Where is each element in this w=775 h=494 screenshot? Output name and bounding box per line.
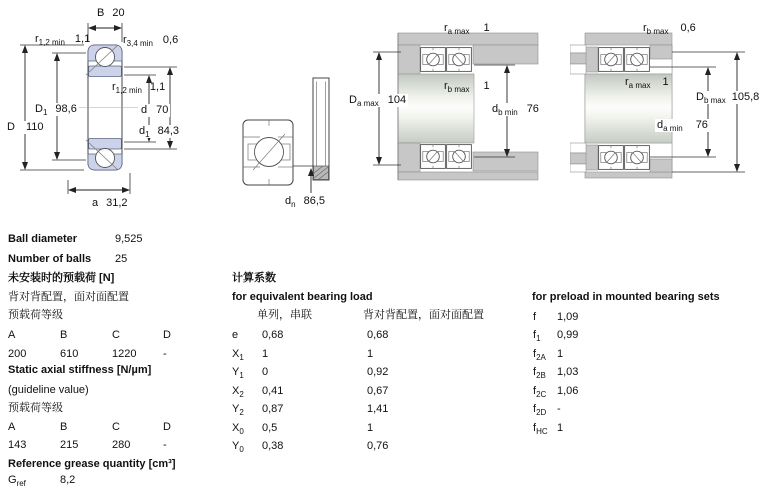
dim-value: 0,6 xyxy=(680,22,696,34)
preload-factor-symbol: $f_{2A}$ xyxy=(533,348,546,363)
preload-factor-value: 0,99 xyxy=(557,329,579,341)
calc-row-symbol: $Y_0$ xyxy=(232,440,244,455)
dim-label-D1 xyxy=(33,103,79,116)
dim-value: 86,5 xyxy=(303,195,325,207)
dim-symbol: $d_{b min}$ xyxy=(492,103,518,118)
calc-row-symbol: e xyxy=(232,329,239,341)
calc-row-v2: 0,76 xyxy=(367,440,389,452)
calc-row-symbol: $Y_1$ xyxy=(232,366,244,381)
dim-value: 70 xyxy=(156,104,169,116)
stiffness-value-C: 280 xyxy=(112,439,131,451)
calc-row-v2: 1 xyxy=(367,348,374,360)
preload-unmounted-title: 未安装时的预载荷 [N] xyxy=(8,272,115,284)
dim-value: 76 xyxy=(695,119,708,131)
preload-factor-value: 1,03 xyxy=(557,366,579,378)
calc-factors-subtitle: for equivalent bearing load xyxy=(232,291,373,303)
dim-label-r12-top xyxy=(35,33,90,46)
dim-label-ra-max-4 xyxy=(625,76,669,89)
dim-value: 104 xyxy=(387,94,407,106)
stiffness-value-A: 143 xyxy=(8,439,27,451)
dim-symbol: D xyxy=(7,121,15,133)
dim-label-db-min xyxy=(490,103,541,116)
calc-col2-header: 背对背配置，面对面配置 xyxy=(363,309,484,321)
dim-label-a xyxy=(92,197,128,210)
grease-symbol: $G_{ref}$ xyxy=(8,474,26,489)
dim-symbol: $d_n$ xyxy=(285,195,296,210)
dim-value: 105,8 xyxy=(731,91,760,103)
ball-diameter-label: Ball diameter xyxy=(8,233,78,245)
dim-label-r34-top xyxy=(123,34,178,47)
calc-row-v2: 0,92 xyxy=(367,366,389,378)
dim-symbol: d xyxy=(141,104,148,116)
calc-row-v1: 0 xyxy=(262,366,269,378)
dim-value: 31,2 xyxy=(106,197,128,209)
preload-factor-symbol: $f_{2C}$ xyxy=(533,385,547,400)
stiffness-value-B: 215 xyxy=(60,439,79,451)
preload-factors-title: for preload in mounted bearing sets xyxy=(532,291,720,303)
dim-value: 1 xyxy=(662,76,669,88)
calc-row-v2: 1 xyxy=(367,422,374,434)
stiffness-subtitle: (guideline value) xyxy=(8,384,89,396)
dim-value: 1 xyxy=(483,22,490,34)
dim-symbol: $r_{1,2 min}$ xyxy=(112,81,142,96)
preload-factor-symbol: $f_1$ xyxy=(533,329,541,344)
dim-value: 0,6 xyxy=(162,34,179,46)
dim-value: 76 xyxy=(526,103,539,115)
grease-title: Reference grease quantity [cm³] xyxy=(8,458,176,470)
preload-factor-value: 1,09 xyxy=(557,311,579,323)
calc-row-v1: 1 xyxy=(262,348,269,360)
calc-col1-header: 单列，串联 xyxy=(257,309,312,321)
calc-row-v1: 0,5 xyxy=(262,422,278,434)
dim-symbol: $r_{b max}$ xyxy=(643,22,669,37)
dim-value: 110 xyxy=(25,121,44,133)
calc-row-v1: 0,41 xyxy=(262,385,284,397)
calc-row-symbol: $X_0$ xyxy=(232,422,244,437)
preload-value-A: 200 xyxy=(8,348,27,360)
dim-label-dn xyxy=(285,195,325,208)
dim-label-da-min xyxy=(655,119,710,132)
stiffness-header-D: D xyxy=(163,421,171,433)
preload-factor-symbol: $f_{HC}$ xyxy=(533,422,548,437)
preload-value-D: - xyxy=(163,348,167,360)
dim-symbol: $r_{a max}$ xyxy=(625,76,651,91)
dim-symbol: $d_{a min}$ xyxy=(657,119,683,134)
stiffness-title: Static axial stiffness [N/µm] xyxy=(8,364,152,376)
dim-label-rb-max-3 xyxy=(444,80,490,93)
grease-value: 8,2 xyxy=(60,474,76,486)
preload-class-label: 预载荷等级 xyxy=(8,309,63,321)
calc-row-v2: 0,67 xyxy=(367,385,389,397)
dim-label-B xyxy=(97,7,125,20)
dim-value: 1,1 xyxy=(74,33,91,45)
dim-value: 84,3 xyxy=(157,125,179,137)
preload-factor-value: 1 xyxy=(557,422,564,434)
dim-symbol: B xyxy=(97,7,105,19)
calc-row-v1: 0,87 xyxy=(262,403,284,415)
calc-row-v1: 0,68 xyxy=(262,329,284,341)
dim-value: 1,1 xyxy=(149,81,166,93)
stiffness-class-label: 预载荷等级 xyxy=(8,402,63,414)
dim-symbol: a xyxy=(92,197,99,209)
preload-value-C: 1220 xyxy=(112,348,137,360)
dim-value: 20 xyxy=(112,7,125,19)
dim-label-d1 xyxy=(137,125,181,138)
drawing-abutment-sleeve xyxy=(230,60,345,215)
calc-row-symbol: $Y_2$ xyxy=(232,403,244,418)
calc-factors-title: 计算系数 xyxy=(232,272,276,284)
calc-row-v2: 1,41 xyxy=(367,403,389,415)
calc-row-v2: 0,68 xyxy=(367,329,389,341)
preload-factor-symbol: $f_{2D}$ xyxy=(533,403,547,418)
dim-value: 98,6 xyxy=(55,103,77,115)
dim-symbol: $r_{1,2 min}$ xyxy=(35,33,65,48)
dim-label-ra-max-3 xyxy=(444,22,490,35)
number-of-balls-label: Number of balls xyxy=(8,253,92,265)
stiffness-header-B: B xyxy=(60,421,68,433)
dim-symbol: $r_{3,4 min}$ xyxy=(123,34,153,49)
preload-unmounted-subtitle: 背对背配置，面对面配置 xyxy=(8,291,129,303)
dim-label-r12-mid xyxy=(112,81,165,94)
preload-value-B: 610 xyxy=(60,348,79,360)
dim-symbol: $d_1$ xyxy=(139,125,150,140)
preload-factor-value: 1 xyxy=(557,348,564,360)
preload-header-D: D xyxy=(163,329,171,341)
preload-factor-symbol: f xyxy=(533,311,537,323)
dim-label-d xyxy=(139,104,170,117)
ball-diameter-value: 9,525 xyxy=(115,233,143,245)
preload-header-B: B xyxy=(60,329,68,341)
number-of-balls-value: 25 xyxy=(115,253,128,265)
dim-symbol: $r_{a max}$ xyxy=(444,22,470,37)
dim-symbol: $D_{b max}$ xyxy=(696,91,726,106)
preload-header-C: C xyxy=(112,329,120,341)
dim-label-Db-max xyxy=(694,91,761,104)
stiffness-value-D: - xyxy=(163,439,167,451)
stiffness-header-A: A xyxy=(8,421,16,433)
dim-label-Da-max xyxy=(347,94,408,107)
preload-factor-symbol: $f_{2B}$ xyxy=(533,366,546,381)
stiffness-header-C: C xyxy=(112,421,120,433)
dim-symbol: $D_1$ xyxy=(35,103,48,118)
calc-row-symbol: $X_2$ xyxy=(232,385,244,400)
dim-label-D xyxy=(5,121,46,134)
preload-factor-value: 1,06 xyxy=(557,385,579,397)
dim-value: 1 xyxy=(483,80,490,92)
dim-label-rb-max-4 xyxy=(643,22,696,35)
dim-symbol: $D_{a max}$ xyxy=(349,94,379,109)
calc-row-symbol: $X_1$ xyxy=(232,348,244,363)
preload-header-A: A xyxy=(8,329,16,341)
preload-factor-value: - xyxy=(557,403,561,415)
dim-symbol: $r_{b max}$ xyxy=(444,80,470,95)
calc-row-v1: 0,38 xyxy=(262,440,284,452)
